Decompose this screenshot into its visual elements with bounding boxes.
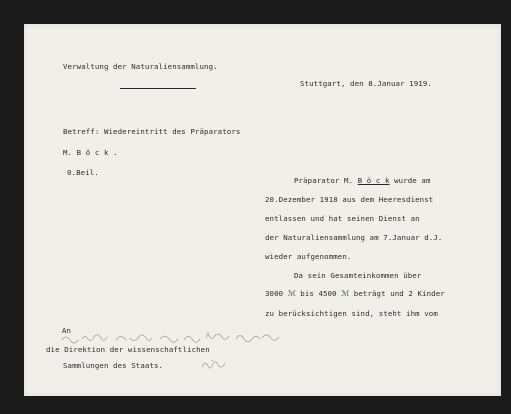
attachment-note: 0.Beil. [67,168,99,177]
recipient-line-2: Sammlungen des Staats. [63,361,164,370]
body-line-3: entlassen und hat seinen Dienst an [265,214,420,223]
body-line-2: 20.Dezember 1918 aus dem Heeresdienst [265,195,434,204]
body-line-8: zu berücksichtigen sind, steht ihm vom [265,309,438,318]
sender-underline [120,88,196,89]
name-emphasis: B ö c k [357,176,390,185]
subject-name: M. B ö c k . [63,148,118,157]
body-line-6: Da sein Gesamteinkommen über [294,271,422,280]
sender-line: Verwaltung der Naturaliensammlung. [63,62,218,71]
place-date: Stuttgart, den 8.Januar 1919. [300,79,432,88]
recipient-line-1: die Direktion der wissenschaftlichen [46,345,210,354]
body-line-1: Präparator M. B ö c k wurde am [294,176,431,185]
body-line-7: 3000 ℳ bis 4500 ℳ beträgt und 2 Kinder [265,289,445,298]
body-line-5: wieder aufgenommen. [265,252,352,261]
handwritten-annotation [60,330,290,348]
body-line-4: der Naturaliensammlung am 7.Januar d.J. [265,233,443,242]
recipient-prefix: An [62,326,72,335]
handwritten-initials [200,358,230,372]
subject-line: Betreff: Wiedereintritt des Präparators [63,127,241,136]
